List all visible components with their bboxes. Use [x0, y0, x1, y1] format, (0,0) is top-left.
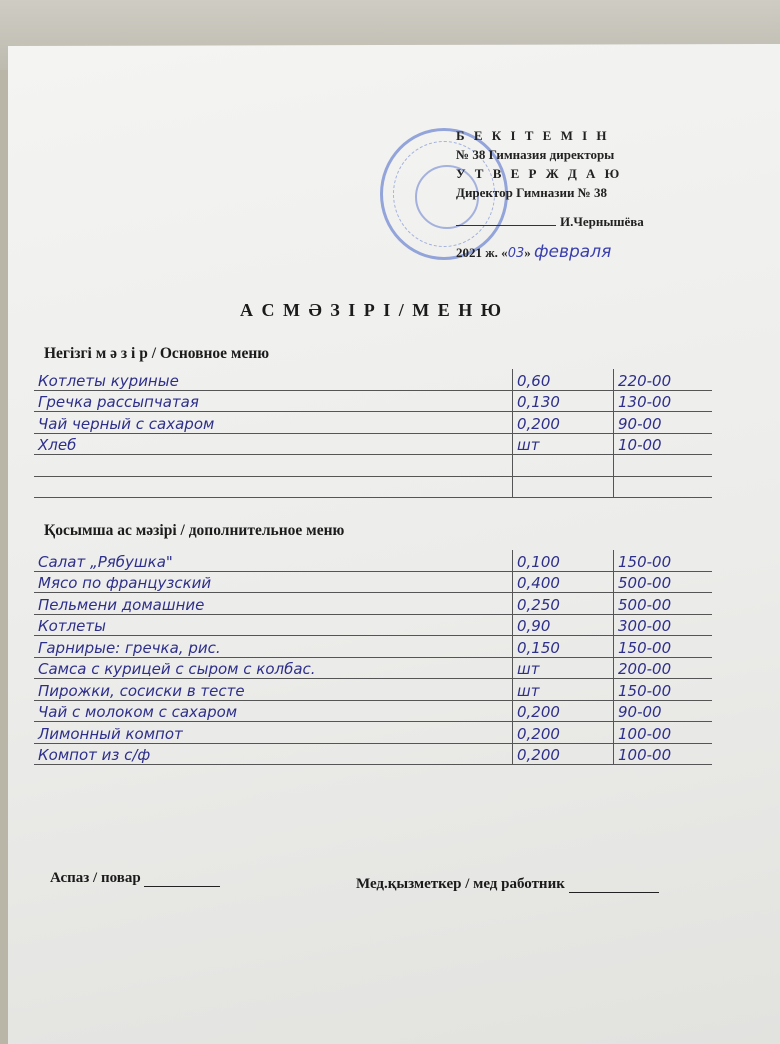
item-quantity: 0,400 [513, 571, 614, 593]
item-price: 90-00 [614, 412, 713, 434]
item-name [34, 476, 513, 498]
item-name: Гарнирые: гречка, рис. [34, 636, 513, 658]
menu-row [34, 743, 712, 765]
main-menu-title: Негізгі м ә з і р / Основное меню [44, 345, 270, 362]
item-name: Котлеты куриные [34, 369, 513, 390]
item-name: Хлеб [34, 433, 513, 455]
item-price: 100-00 [614, 743, 713, 765]
item-name: Салат „Рябушка" [34, 550, 513, 571]
item-name: Гречка рассыпчатая [34, 390, 513, 412]
item-name: Чай с молоком с сахаром [34, 700, 513, 722]
item-quantity: 0,60 [513, 369, 614, 390]
item-price: 100-00 [614, 722, 713, 744]
menu-row [34, 550, 712, 571]
item-name: Чай черный с сахаром [34, 412, 513, 434]
item-quantity: 0,150 [513, 636, 614, 658]
item-price [614, 455, 713, 477]
page-title: А С М Ә З І Р І / М Е Н Ю [240, 300, 504, 320]
item-name: Котлеты [34, 614, 513, 636]
item-quantity [513, 455, 614, 477]
item-name: Пельмени домашние [34, 593, 513, 615]
signer-name: И.Чернышёва [560, 214, 644, 229]
approval-title-ru: У Т В Е Р Ж Д А Ю [456, 166, 623, 181]
approval-block [456, 126, 644, 263]
item-name: Самса с курицей с сыром с колбас. [34, 657, 513, 679]
main-menu-table [34, 369, 712, 498]
date-quote: » [524, 245, 531, 260]
medic-signature [356, 876, 659, 893]
item-quantity: 0,200 [513, 722, 614, 744]
item-quantity: шт [513, 433, 614, 455]
date-day: 03 [507, 246, 525, 261]
item-name: Пирожки, сосиски в тесте [34, 679, 513, 701]
menu-row [34, 476, 712, 498]
menu-row [34, 433, 712, 455]
menu-row [34, 369, 712, 390]
item-price: 150-00 [614, 636, 713, 658]
extra-menu-table [34, 550, 712, 765]
menu-row [34, 455, 712, 477]
signature-line [456, 225, 556, 226]
menu-row [34, 571, 712, 593]
item-name [34, 455, 513, 477]
medic-signature-line [569, 892, 659, 893]
approval-position-ru: Директор Гимназии № 38 [456, 185, 607, 200]
item-price: 150-00 [614, 679, 713, 701]
menu-row [34, 679, 712, 701]
item-quantity [513, 476, 614, 498]
item-price: 130-00 [614, 390, 713, 412]
menu-row [34, 657, 712, 679]
menu-row [34, 614, 712, 636]
item-name: Мясо по французский [34, 571, 513, 593]
item-quantity: 0,90 [513, 614, 614, 636]
item-price: 10-00 [614, 433, 713, 455]
medic-label: Мед.қызметкер / мед работник [356, 876, 565, 892]
item-price: 200-00 [614, 657, 713, 679]
approval-date [456, 243, 644, 263]
approval-title-kz: Б Е К І Т Е М І Н [456, 128, 610, 143]
menu-row [34, 722, 712, 744]
extra-menu-title: Қосымша ас мәзірі / дополнительное меню [44, 522, 345, 539]
item-quantity: 0,200 [513, 412, 614, 434]
cook-signature-line [144, 886, 220, 887]
item-quantity: 0,130 [513, 390, 614, 412]
signature-row [456, 212, 644, 231]
item-name: Компот из с/ф [34, 743, 513, 765]
item-quantity: 0,200 [513, 743, 614, 765]
item-quantity: шт [513, 657, 614, 679]
item-price: 90-00 [614, 700, 713, 722]
item-name: Лимонный компот [34, 722, 513, 744]
item-price: 500-00 [614, 593, 713, 615]
menu-row [34, 412, 712, 434]
item-quantity: шт [513, 679, 614, 701]
cook-label: Аспаз / повар [50, 870, 141, 886]
menu-row [34, 636, 712, 658]
item-price: 500-00 [614, 571, 713, 593]
cook-signature [50, 870, 220, 887]
item-quantity: 0,200 [513, 700, 614, 722]
approval-position-kz: № 38 Гимназия директоры [456, 147, 615, 162]
item-quantity: 0,250 [513, 593, 614, 615]
item-price: 300-00 [614, 614, 713, 636]
item-price: 220-00 [614, 369, 713, 390]
menu-row [34, 700, 712, 722]
item-price [614, 476, 713, 498]
menu-row [34, 593, 712, 615]
item-quantity: 0,100 [513, 550, 614, 571]
date-prefix: 2021 ж. « [456, 245, 508, 260]
date-month: февраля [533, 242, 612, 262]
menu-row [34, 390, 712, 412]
item-price: 150-00 [614, 550, 713, 571]
